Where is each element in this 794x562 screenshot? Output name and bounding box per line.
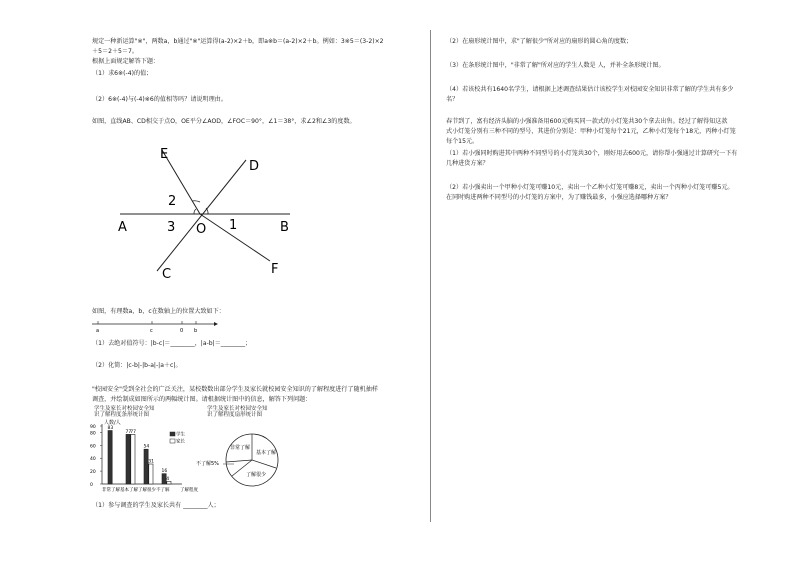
right-q2: （2）在扇形统计图中，求"了解很少"所对应的扇形的圆心角的度数；: [446, 38, 633, 45]
bar-0-2: [144, 449, 148, 484]
survey-text-1: "校园安全"受到全社会的广泛关注，某校数数出部分学生及家长就校园安全知识的了解程度进行了随机抽样: [92, 386, 378, 393]
label-A: A: [118, 220, 127, 235]
lantern-q1-line1: （1）若小强同时购进其中两种不同型号的小灯笼共30个，刚好用去600元，请你帮小强通过计算研究一下有: [446, 150, 738, 157]
y-tick-label-3: 60: [90, 444, 96, 450]
numline-label-a: a: [96, 328, 100, 334]
definition-line-3: 根据上面规定解答下题：: [92, 58, 160, 65]
x-category-label-3: 不了解: [156, 488, 170, 493]
question-2: （2）6※(-4)与(-4)※6的值相等吗？请说明理由。: [92, 96, 227, 103]
bar-value-label-0: 83: [107, 426, 114, 432]
column-divider: [430, 30, 431, 522]
definition-line-2: ＋5＝2＋5＝7。: [92, 48, 138, 55]
lantern-q2-line2: 在同时购进两种不同型号的小灯笼的方案中，为了赚钱最多，小强应选择哪种方案？: [446, 194, 672, 201]
legend-label-1: 家长: [176, 439, 185, 445]
y-tick-label-2: 40: [90, 457, 96, 463]
label-F: F: [271, 262, 279, 277]
lantern-text-1: 春节到了，富有经济头脑的小强准备用600元购买同一款式的小灯笼共30个拿去出售。经过了解得知这款: [446, 118, 728, 125]
angle-figure: [110, 140, 310, 290]
y-tick-label-4: 80: [90, 431, 96, 437]
numline-label-0: 0: [180, 328, 184, 334]
lantern-text-3: 每个15元。: [446, 138, 479, 145]
bar-value-label-5: 16: [161, 469, 168, 475]
geometry-problem: 如图，直线AB、CD相交于点O，OE平分∠AOD，∠FOC＝90°，∠1＝38°，求∠2和∠3的度数。: [92, 118, 356, 125]
bar-0-1: [126, 434, 130, 484]
label-angle-2: 2: [168, 194, 177, 209]
legend-swatch-0: [170, 432, 175, 436]
label-E: E: [160, 147, 169, 162]
bar-value-label-6: 4: [166, 476, 170, 482]
bar-chart-title-2: 识了解程度条形统计图: [94, 412, 150, 418]
bar-0-0: [108, 431, 112, 484]
bar-1-1: [131, 434, 135, 484]
abs-question-1: （1）去绝对值符号：|b-c|＝________，|a-b|＝________；: [92, 340, 252, 347]
label-angle-1: 1: [229, 218, 238, 233]
pie-chart-title-2: 识了解程度扇形统计图: [207, 412, 263, 418]
bar-1-2: [149, 464, 153, 484]
pie-label-basic: 基本了解: [256, 450, 277, 456]
question-1: （1）求6※(-4)的值；: [92, 70, 153, 77]
label-angle-3: 3: [167, 220, 176, 235]
definition-line-1: 规定一种新运算"※"，两数a，b通过"※"运算得(a-2)×2＋b，即a※b＝(a-2)×2＋b。例如：3※5＝(3-2)×2: [92, 38, 384, 45]
pie-label-little: 了解很少: [246, 472, 267, 478]
x-category-label-0: 非常了解: [102, 488, 120, 493]
numberline-intro: 如图，有理数a，b，c在数轴上的位置大致如下：: [92, 308, 225, 315]
pie-chart: [190, 418, 300, 498]
label-C: C: [162, 267, 172, 282]
x-category-label-1: 基本了解: [120, 488, 138, 493]
right-q3: （3）在条形统计图中，"非常了解"所对应的学生人数是 人，并补全条形统计图。: [446, 62, 665, 69]
right-q4-line1: （4）若该校共有1640名学生，请根据上述调查结果估计该校学生对校园安全知识非常了解的学生共有多少: [446, 86, 734, 93]
label-O: O: [196, 222, 207, 237]
y-tick-label-5: 90: [90, 425, 96, 430]
pie-label-none: 不了解5%: [196, 461, 219, 467]
number-line: [92, 318, 222, 336]
bar-value-label-4: 31: [148, 459, 155, 465]
abs-question-2: （2）化简：|c-b|-|b-a|-|a＋c|。: [92, 362, 182, 369]
numline-label-c: c: [150, 328, 153, 334]
lantern-q2-line1: （2）若小强卖出一个甲种小灯笼可赚10元，卖出一个乙种小灯笼可赚8元，卖出一个丙种小灯笼可赚5元。: [446, 184, 734, 191]
right-q4-line2: 名？: [446, 96, 459, 103]
final-question: （1）参与调查的学生及家长共有 ________人；: [92, 502, 220, 509]
legend-label-0: 学生: [176, 432, 185, 438]
x-category-label-2: 了解很少: [138, 488, 156, 493]
bar-value-label-1: 77: [125, 429, 132, 435]
label-B: B: [280, 220, 289, 235]
legend-swatch-1: [170, 439, 175, 443]
bar-chart-title-1: 学生及家长对校园安全知: [94, 406, 155, 412]
lantern-q1-line2: 几种进货方案？: [446, 160, 489, 167]
bar-value-label-2: 77: [130, 429, 137, 435]
lantern-text-2: 式小灯笼分别有三种不同的型号，其进价分别是：甲种小灯笼每个21元，乙种小灯笼每个18元，丙种小灯笼: [446, 128, 736, 135]
label-D: D: [249, 159, 260, 174]
y-axis-label: 人数/人: [104, 420, 121, 426]
numline-label-b: b: [194, 328, 198, 334]
pie-label-very: 非常了解: [230, 445, 251, 451]
y-tick-label-0: 0: [90, 483, 93, 488]
pie-chart-title-1: 学生及家长对校园安全知: [207, 406, 268, 412]
x-axis-label: 了解程度: [180, 488, 198, 493]
survey-text-2: 调查，并绘制成如图所示的两幅统计图。请根据统计图中的信息，解答下列问题：: [92, 396, 312, 403]
y-tick-label-1: 20: [90, 470, 96, 476]
bar-value-label-3: 54: [143, 444, 150, 450]
